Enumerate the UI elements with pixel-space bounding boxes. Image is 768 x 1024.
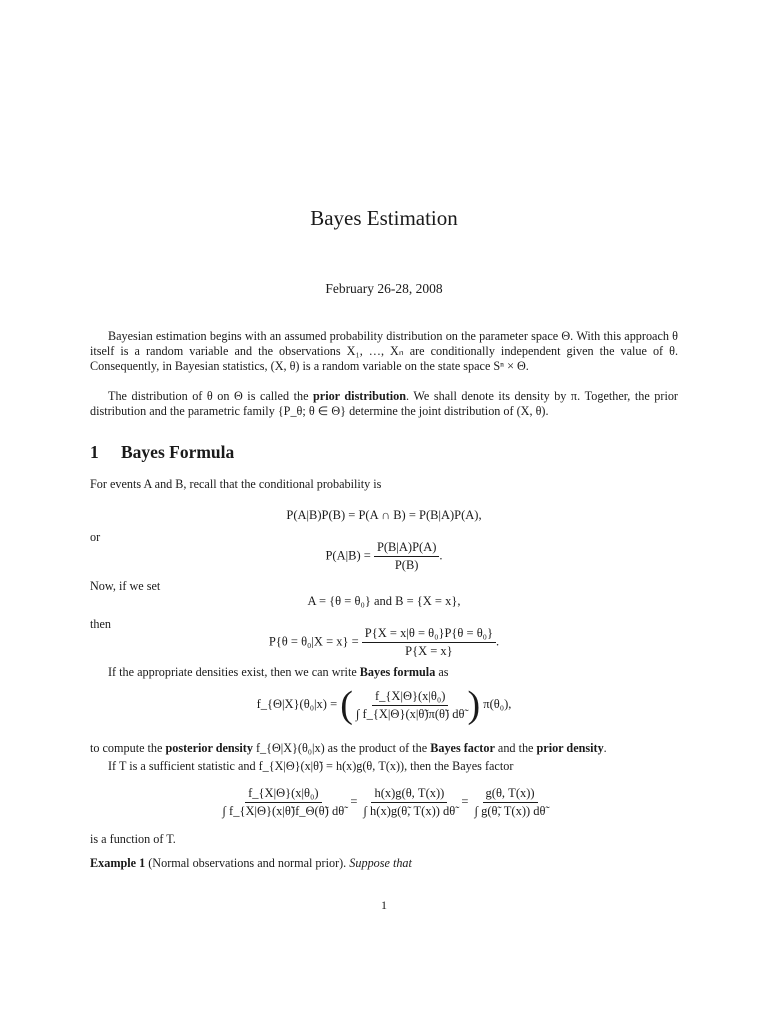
equation-5: f_{Θ|X}(θ₀|x) = ( $\frac{\text{f\_\{X|Θ\}(x|θ₀)}}{\int f\_\{X|\Theta\}(x|\thetã)\pi(\thetã) d\thetã}$ ) π(θ₀), xyxy=(256,684,512,726)
text-events: For events A and B, recall that the conditional probability is xyxy=(90,477,382,491)
equation-6: $\frac{\text{f\_\{X|Θ\}(x|θ₀)}}{\int f\_\{X|\Theta\}(x|\thetã)f\_\Theta(\thetã) d\thetã}$ = $\frac{h(x)g(\theta, T(x))}{\int h(x)g(\thetã, T(x)) d\thetã}$ = $\frac{g(\theta, T(x))}{\int g(\thetã, T(x)) d\thetã}$ xyxy=(222,786,546,818)
text-or: or xyxy=(90,530,101,544)
equation-4: P{θ = θ₀|X = x} = $\frac{\text{P\{X = x|θ = θ₀\}P\{θ = θ₀\}}}{P\{X = x\}}$ . xyxy=(268,626,500,658)
prior-distribution-term: prior distribution xyxy=(313,389,407,403)
posterior-density-term: posterior density xyxy=(165,741,253,755)
section-title: Bayes Formula xyxy=(121,442,235,462)
section-heading xyxy=(90,442,234,463)
document-date: February 26-28, 2008 xyxy=(325,281,443,296)
example-1: Example 1 (Normal observations and normal prior). Suppose that xyxy=(90,856,412,870)
bayes-factor-term: Bayes factor xyxy=(430,741,495,755)
bayes-formula-term: Bayes formula xyxy=(359,665,436,679)
example-label: Example 1 xyxy=(90,856,146,870)
text-bayes-formula: If the appropriate densities exist, then we can write Bayes formula as xyxy=(108,665,449,679)
text-sufficient-statistic: If T is a sufficient statistic and f_{X|Θ}(x|θ̃) = h(x)g(θ, T(x)), then the Bayes factor xyxy=(108,759,514,773)
text-posterior: to compute the posterior density f_{Θ|X}(θ₀|x) as the product of the Bayes factor and the prior density. xyxy=(90,741,607,755)
document-title: Bayes Estimation xyxy=(310,206,458,230)
text-now: Now, if we set xyxy=(90,579,161,593)
equation-2: P(A|B) = $\frac{P(B|A)P(A)}{P(B)}$ . xyxy=(325,540,443,572)
equation-3: A = {θ = θ₀} and B = {X = x}, xyxy=(307,594,461,608)
intro-paragraph-1: Bayesian estimation begins with an assumed probability distribution on the parameter space Θ. With this approach θ itself is a random variable and the observations X₁, …, Xₙ are conditionally independent given the value of θ. Consequently, in Bayesian statistics, (X, θ) is a random variable on the state space Sⁿ × Θ. xyxy=(90,329,678,373)
page-number: 1 xyxy=(381,898,387,912)
intro-paragraph-2: The distribution of θ on Θ is called the prior distribution. We shall denote its density by π. Together, the prior distribution and the parametric family {P_θ; θ ∈ Θ} determine the joint distribution of (X, θ). xyxy=(90,389,678,418)
prior-density-term: prior density xyxy=(536,741,604,755)
equation-1: P(A|B)P(B) = P(A ∩ B) = P(B|A)P(A), xyxy=(286,508,482,522)
text-function-of-t: is a function of T. xyxy=(90,832,176,846)
section-number: 1 xyxy=(90,442,99,462)
text-then: then xyxy=(90,617,111,631)
